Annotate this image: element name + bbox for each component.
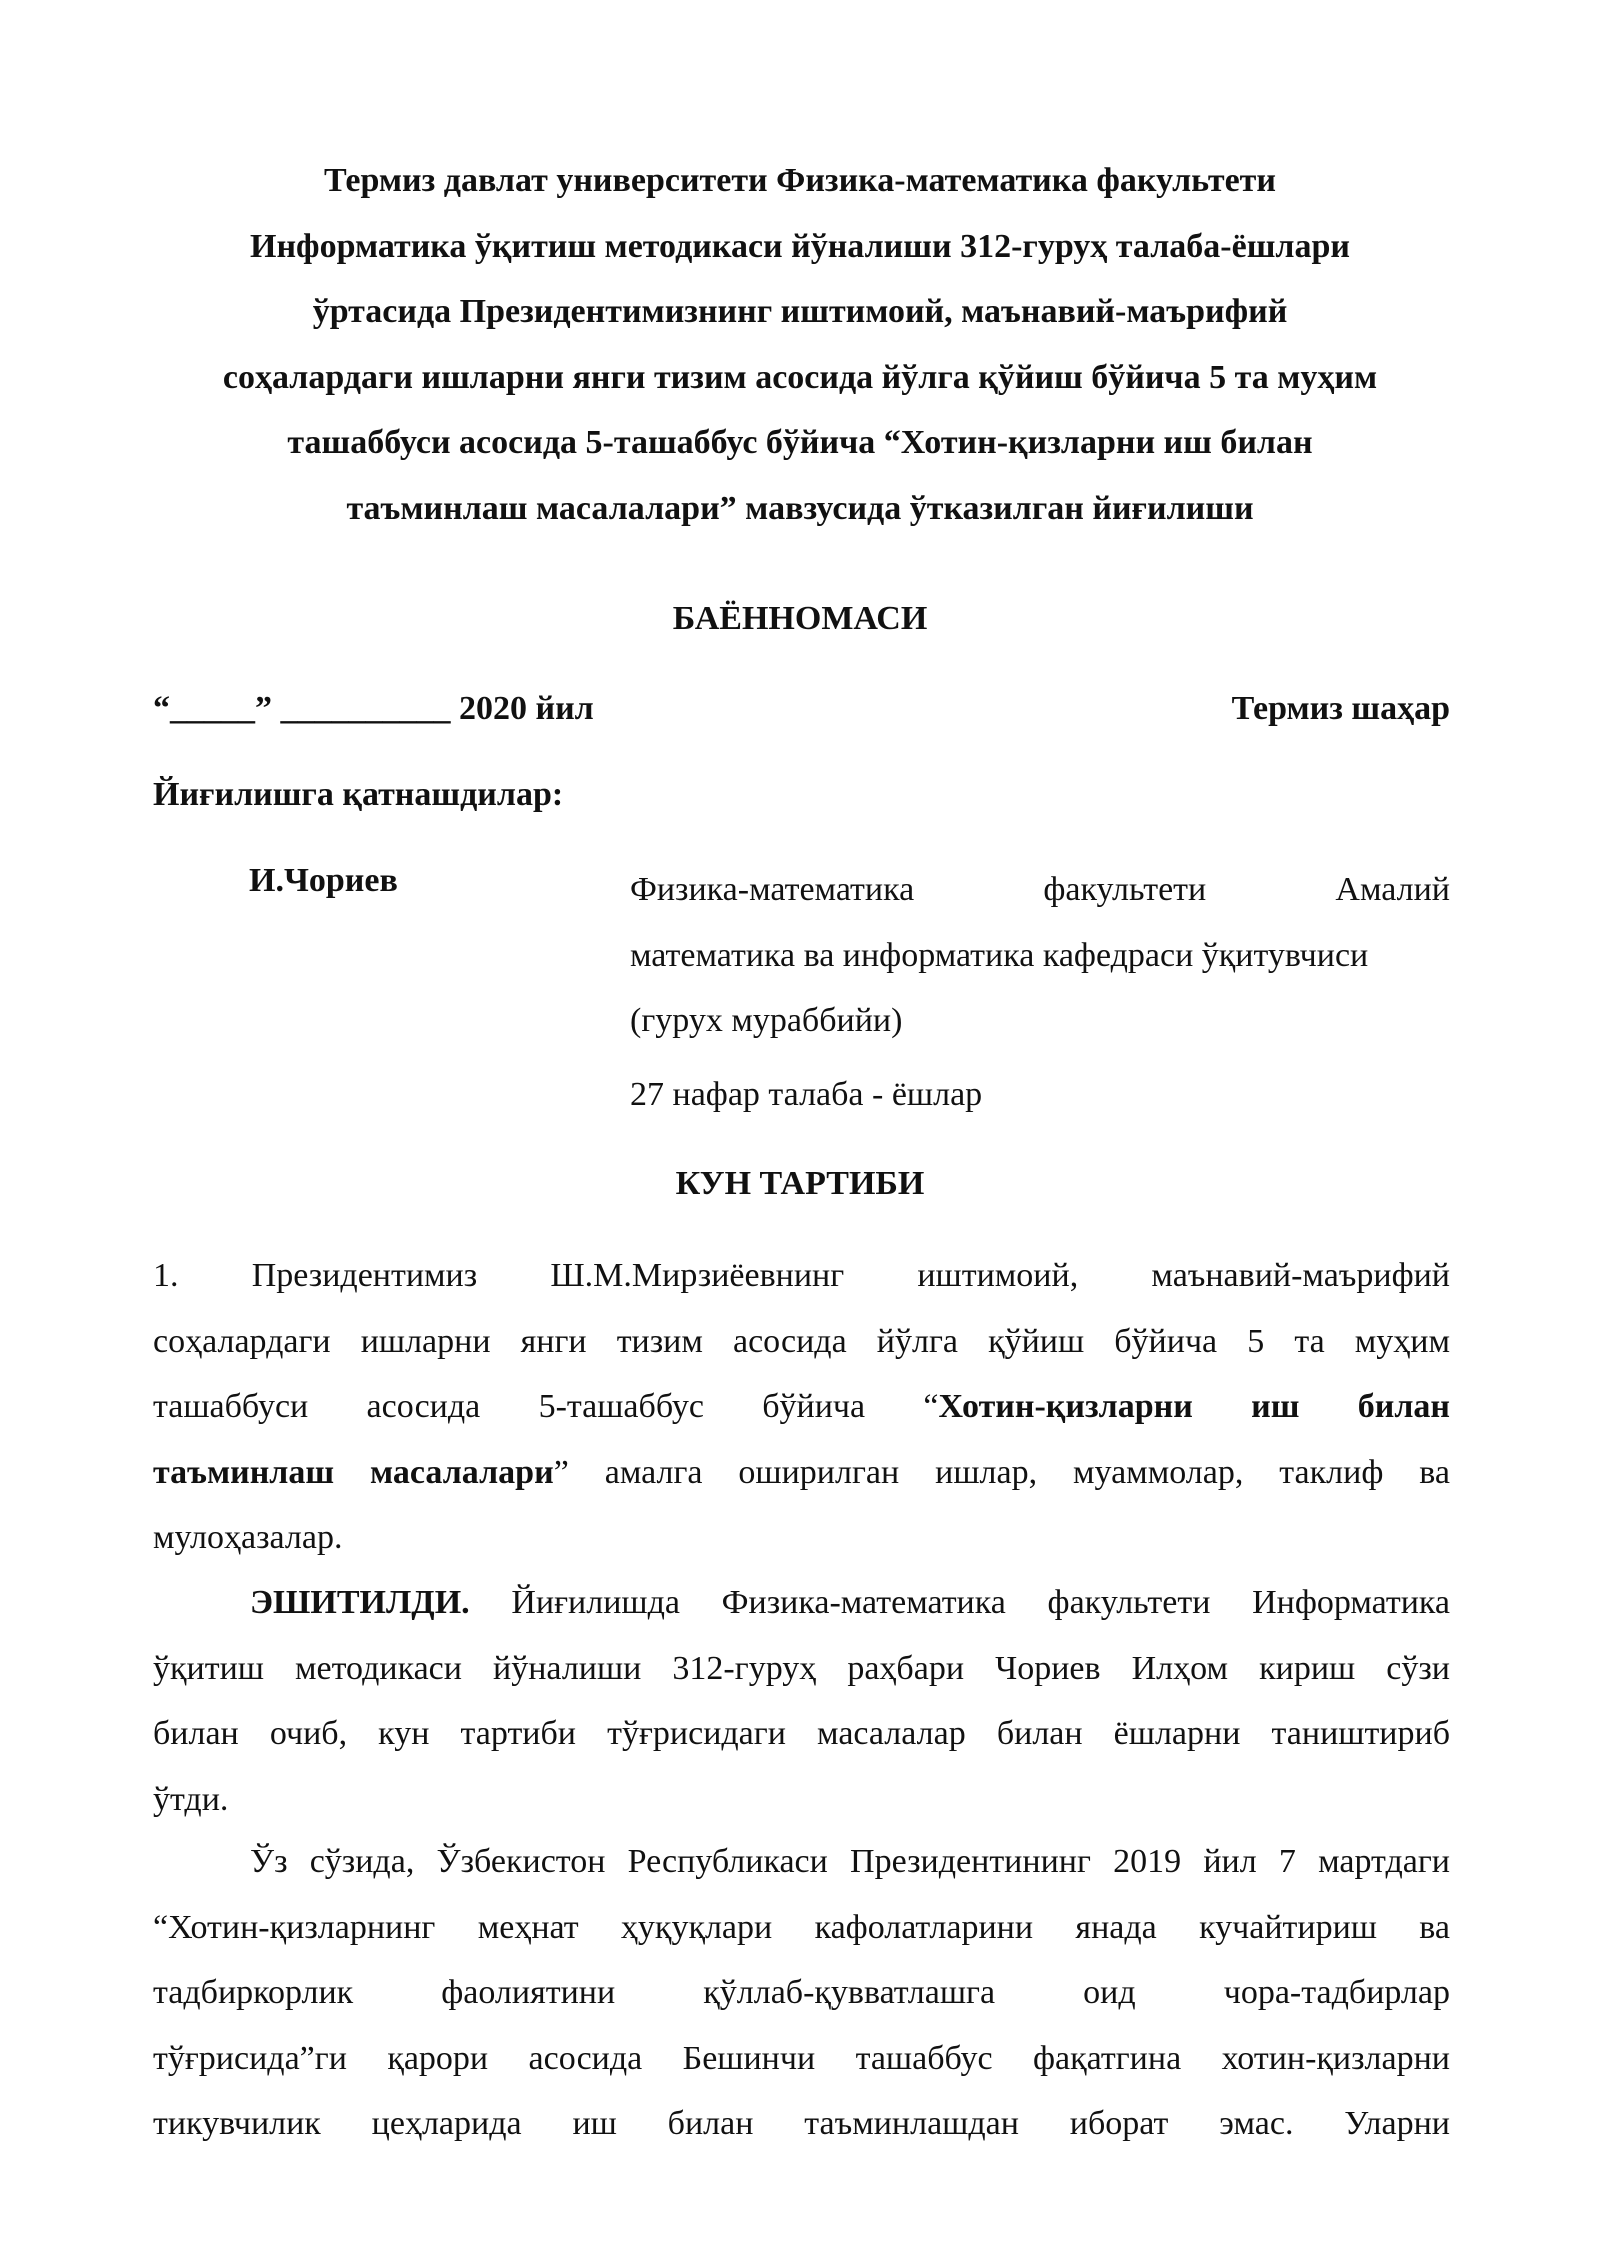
agenda-text: ташаббуси асосида 5-ташаббус бўйича “	[153, 1388, 939, 1425]
date-line: “_____” __________ 2020 йил	[153, 690, 594, 727]
role-line: (гурух мураббийи)	[630, 1002, 903, 1039]
title-line: ўртасида Президентимизнинг иштимоий, маънавий-маърифий	[312, 293, 1288, 330]
agenda-topic-bold: Хотин-қизларни иш билан	[938, 1388, 1450, 1425]
title-line: Термиз давлат университети Физика-математика факультети	[324, 162, 1276, 199]
agenda-line: мулоҳазалар.	[153, 1519, 343, 1556]
date-city-row	[153, 690, 1450, 734]
speech-line: тадбиркорлик фаолиятини қўллаб-қувватлашга оид чора-тадбирлар	[153, 1974, 1450, 2011]
heard-line: ўтди.	[153, 1780, 229, 1818]
role-line: математика ва информатика кафедраси ўқитувчиси	[630, 936, 1369, 974]
speech-paragraph	[153, 1829, 1450, 2157]
heard-line	[153, 1570, 1450, 1636]
agenda-topic-bold: таъминлаш масалалари	[153, 1453, 554, 1491]
city: Термиз шаҳар	[1231, 690, 1450, 727]
title-line: ташаббуси асосида 5-ташаббус бўйича “Хотин-қизларни иш билан	[287, 424, 1313, 461]
attendees-label: Йиғилишга қатнашдилар:	[153, 776, 564, 813]
speech-line: тикувчилик цеҳларида иш билан таъминлашдан иборат эмас. Уларни	[153, 2105, 1450, 2142]
speech-line: тўғрисида”ги қарори асосида Бешинчи ташаббус фақатгина хотин-қизларни	[153, 2039, 1450, 2077]
agenda-item	[153, 1243, 1450, 1571]
agenda-text: ” амалга оширилган ишлар, муаммолар, таклиф ва	[553, 1453, 1450, 1491]
speech-line: Ўз сўзида, Ўзбекистон Республикаси Президентининг 2019 йил 7 мартдаги	[250, 1843, 1450, 1880]
agenda-line: соҳалардаги ишларни янги тизим асосида йўлга қўйиш бўйича 5 та муҳим	[153, 1322, 1450, 1360]
role-line: Физика-математика факультети Амалий	[630, 871, 1450, 908]
attendee-name: И.Чориев	[249, 862, 398, 899]
title-line: Информатика ўқитиш методикаси йўналиши 312-гуруҳ талаба-ёшлари	[250, 227, 1350, 265]
document-title	[130, 148, 1470, 541]
title-line: таъминлаш масалалари” мавзусида ўтказилган йиғилиши	[346, 489, 1254, 527]
attendee-role	[630, 857, 1450, 1054]
students-count: 27 нафар талаба - ёшлар	[630, 1076, 983, 1113]
heard-paragraph	[153, 1570, 1450, 1832]
speech-line: “Хотин-қизларнинг меҳнат ҳуқуқлари кафолатларини янада кучайтириш ва	[153, 1908, 1450, 1946]
heard-label: ЭШИТИЛДИ.	[250, 1584, 470, 1621]
heard-line: ўқитиш методикаси йўналиши 312-гуруҳ раҳбари Чориев Илҳом кириш сўзи	[153, 1649, 1450, 1687]
heard-line: билан очиб, кун тартиби тўғрисидаги масалалар билан ёшларни таништириб	[153, 1715, 1450, 1752]
protocol-heading: БАЁННОМАСИ	[672, 600, 928, 637]
agenda-heading: КУН ТАРТИБИ	[675, 1165, 925, 1202]
title-line: соҳалардаги ишларни янги тизим асосида йўлга қўйиш бўйича 5 та муҳим	[222, 358, 1378, 396]
agenda-line	[153, 1440, 1450, 1506]
agenda-line	[153, 1374, 1450, 1440]
agenda-line: 1. Президентимиз Ш.М.Мирзиёевнинг иштимоий, маънавий-маърифий	[153, 1257, 1450, 1294]
heard-text: Йиғилишда Физика-математика факультети Информатика	[469, 1584, 1450, 1621]
